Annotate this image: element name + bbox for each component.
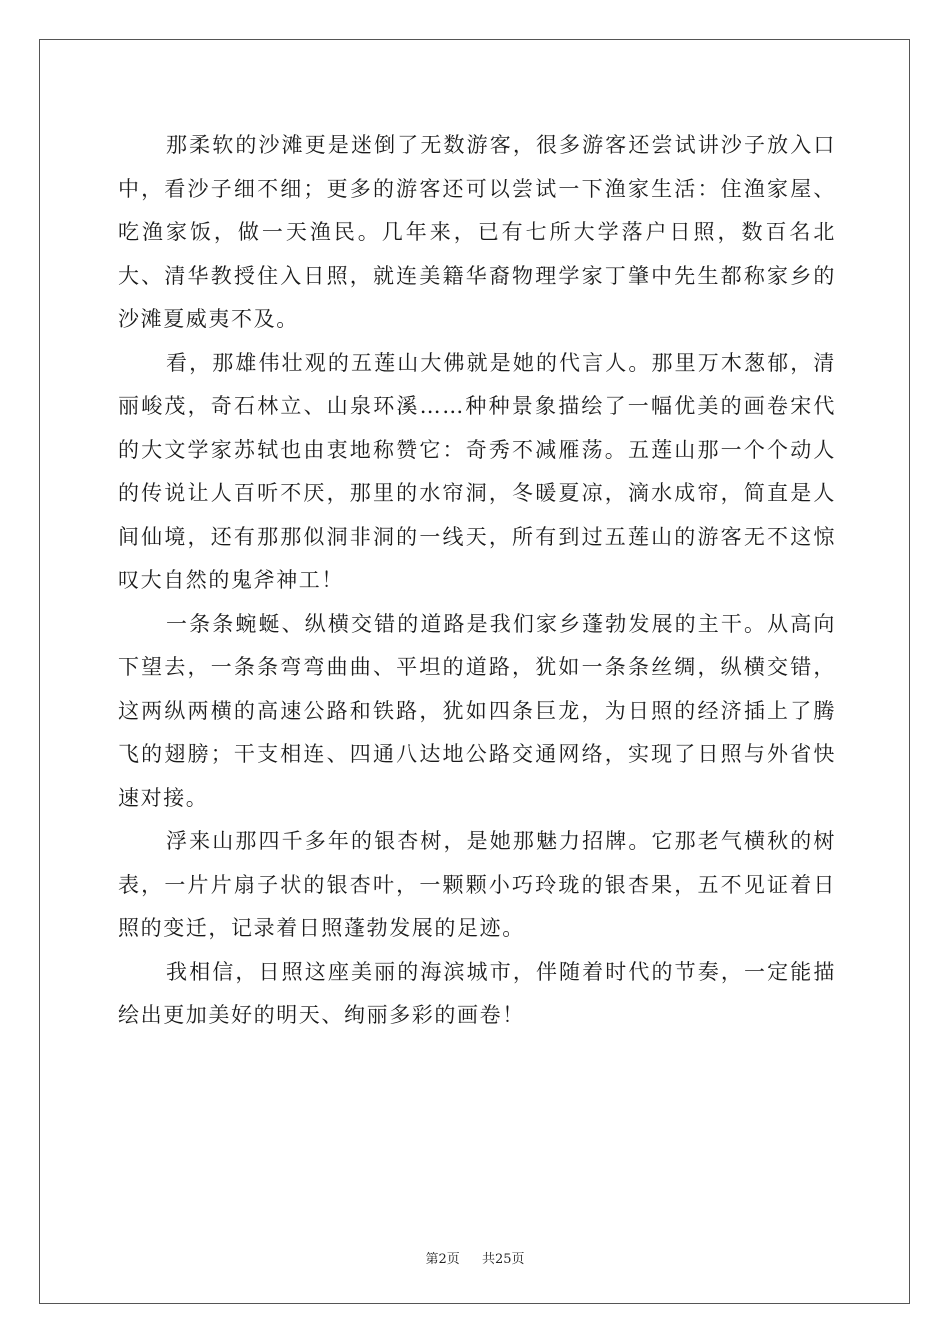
paragraph-3: 一条条蜿蜒、纵横交错的道路是我们家乡蓬勃发展的主干。从高向下望去，一条条弯弯曲曲、平坦的道路，犹如一条条丝绸，纵横交错，这两纵两横的高速公路和铁路，犹如四条巨龙，为日照的经济插上了腾飞的翅膀；干支相连、四通八达地公路交通网络，实现了日照与外省快速对接。 bbox=[118, 611, 836, 810]
paragraph-2: 看，那雄伟壮观的五莲山大佛就是她的代言人。那里万木葱郁，清丽峻茂，奇石林立、山泉环溪……种种景象描绘了一幅优美的画卷宋代的大文学家苏轼也由衷地称赞它：奇秀不减雁荡。五莲山那一个个动人的传说让人百听不厌，那里的水帘洞，冬暖夏凉，滴水成帘，简直是人间仙境，还有那那似洞非洞的一线天，所有到过五莲山的游客无不这惊叹大自然的鬼斧神工！ bbox=[118, 350, 836, 592]
page-number: 第2页 bbox=[425, 1252, 460, 1267]
page-total: 共25页 bbox=[482, 1252, 525, 1267]
paragraph-1: 那柔软的沙滩更是迷倒了无数游客，很多游客还尝试讲沙子放入口中，看沙子细不细；更多的游客还可以尝试一下渔家生活：住渔家屋、吃渔家饭，做一天渔民。几年来，已有七所大学落户日照，数百名北大、清华教授住入日照，就连美籍华裔物理学家丁肇中先生都称家乡的沙滩夏威夷不及。 bbox=[118, 133, 836, 331]
paragraph-5: 我相信，日照这座美丽的海滨城市，伴随着时代的节奏，一定能描绘出更加美好的明天、绚丽多彩的画卷！ bbox=[118, 959, 836, 1027]
document-body bbox=[118, 124, 836, 1038]
paragraph-4: 浮来山那四千多年的银杏树，是她那魅力招牌。它那老气横秋的树表，一片片扇子状的银杏叶，一颗颗小巧玲珑的银杏果，五不见证着日照的变迁，记录着日照蓬勃发展的足迹。 bbox=[118, 829, 836, 940]
page-footer bbox=[0, 1248, 950, 1267]
